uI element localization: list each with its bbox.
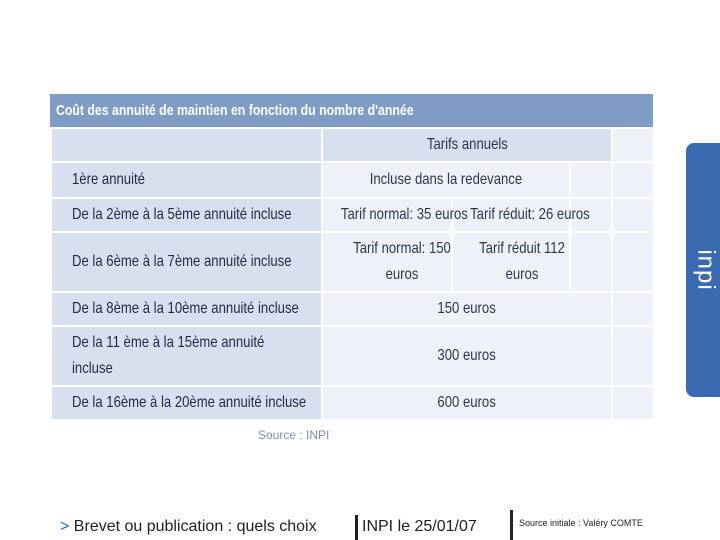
tarif-normal: Tarif normal: 150 euros xyxy=(322,232,452,292)
tarif-reduit: Tarif réduit: 26 euros xyxy=(452,198,570,232)
empty-cell xyxy=(612,386,654,420)
footer-date: INPI le 25/01/07 xyxy=(362,518,477,535)
empty-cell xyxy=(570,232,612,292)
row-value: 600 euros xyxy=(322,386,612,420)
row-value: 300 euros xyxy=(322,326,612,386)
empty-cell xyxy=(612,198,654,232)
table-row xyxy=(51,198,654,232)
header-empty-cell xyxy=(51,128,322,162)
row-value: Incluse dans la redevance xyxy=(322,162,570,198)
table-row xyxy=(51,386,654,420)
tarifs-header: Tarifs annuels xyxy=(322,128,612,162)
inpi-logo-text: inpi xyxy=(693,249,720,291)
arrow-icon: > xyxy=(60,518,70,535)
inpi-logo-tab xyxy=(686,143,720,397)
row-label: De la 16ème à la 20ème annuité incluse xyxy=(51,386,322,420)
empty-cell xyxy=(612,162,654,198)
header-extra-cell xyxy=(612,128,654,162)
row-label: 1ère annuité xyxy=(51,162,322,198)
empty-cell xyxy=(612,292,654,326)
footer-divider xyxy=(355,515,358,540)
row-label: De la 11 ème à la 15ème annuité incluse xyxy=(51,326,322,386)
empty-cell xyxy=(612,232,654,292)
table-row xyxy=(51,326,654,386)
row-label: De la 6ème à la 7ème annuité incluse xyxy=(51,232,322,292)
table-row xyxy=(51,162,654,198)
annuity-table xyxy=(50,94,653,421)
table-header-row xyxy=(51,128,654,162)
empty-cell xyxy=(612,326,654,386)
empty-cell xyxy=(570,162,612,198)
footer-divider xyxy=(510,510,513,540)
table-source: Source : INPI xyxy=(258,428,330,442)
table-row xyxy=(51,232,654,292)
tarif-reduit: Tarif réduit 112 euros xyxy=(452,232,570,292)
row-label: De la 8ème à la 10ème annuité incluse xyxy=(51,292,322,326)
row-label: De la 2ème à la 5ème annuité incluse xyxy=(51,198,322,232)
fees-table xyxy=(50,127,655,421)
table-title: Coût des annuité de maintien en fonction du nombre d'année xyxy=(50,94,653,127)
row-value: 150 euros xyxy=(322,292,612,326)
footer-title-text: Brevet ou publication : quels choix xyxy=(73,518,317,535)
footer-title xyxy=(60,518,317,536)
tarif-normal: Tarif normal: 35 euros xyxy=(322,198,452,232)
table-row xyxy=(51,292,654,326)
footer-source: Source initiale : Valéry COMTE xyxy=(519,518,643,528)
